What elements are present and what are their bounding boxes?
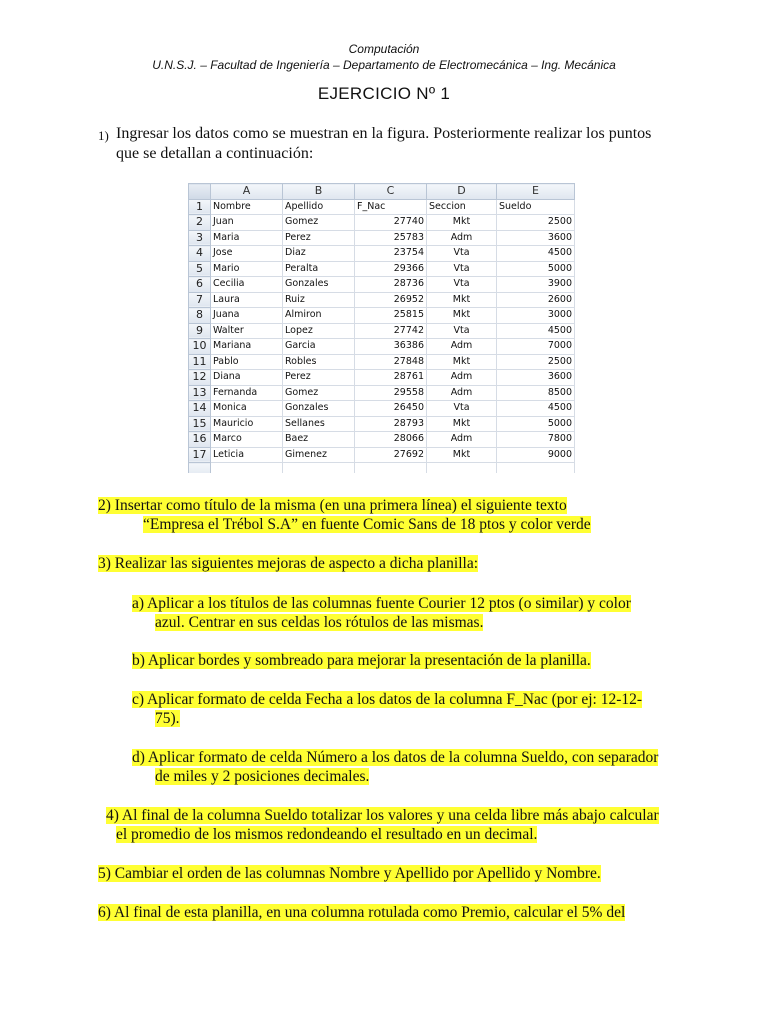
cell: 27740 <box>355 215 427 231</box>
cell: Sueldo <box>497 199 575 215</box>
item-c-line-1: c) Aplicar formato de celda Fecha a los datos de la columna F_Nac (por ej: 12-12- <box>132 691 643 708</box>
cell: Mkt <box>427 354 497 370</box>
item-6-text: 6) Al final de esta planilla, en una columna rotulada como Premio, calcular el 5% del <box>98 904 626 921</box>
cell: Lopez <box>283 323 355 339</box>
row-header: 3 <box>189 230 211 246</box>
cell: 2500 <box>497 354 575 370</box>
course-title: Computación <box>348 42 420 56</box>
cell: 27848 <box>355 354 427 370</box>
cell: 5000 <box>497 416 575 432</box>
table-row <box>189 308 575 324</box>
column-header-e: E <box>497 184 575 200</box>
item-a <box>132 594 631 613</box>
row-header: 11 <box>189 354 211 370</box>
cell: Mkt <box>427 447 497 463</box>
cell: Adm <box>427 385 497 401</box>
cell: 3900 <box>497 277 575 293</box>
cell <box>283 463 355 474</box>
cell: Fernanda <box>211 385 283 401</box>
table-row <box>189 416 575 432</box>
row-header: 16 <box>189 432 211 448</box>
cell: F_Nac <box>355 199 427 215</box>
cell: Mkt <box>427 416 497 432</box>
row-header: 8 <box>189 308 211 324</box>
item-4 <box>106 806 659 825</box>
column-header-b: B <box>283 184 355 200</box>
cell: Mkt <box>427 292 497 308</box>
cell: Diaz <box>283 246 355 262</box>
row-header: 2 <box>189 215 211 231</box>
item-5 <box>98 864 601 883</box>
cell: 7000 <box>497 339 575 355</box>
table-row <box>189 230 575 246</box>
cell: Gomez <box>283 215 355 231</box>
cell: Cecilia <box>211 277 283 293</box>
table-row <box>189 432 575 448</box>
spreadsheet-table <box>188 183 575 473</box>
cell <box>427 463 497 474</box>
row-header: 7 <box>189 292 211 308</box>
item-c-cont <box>155 709 180 728</box>
cell: 7800 <box>497 432 575 448</box>
row-header: 13 <box>189 385 211 401</box>
cell: 28761 <box>355 370 427 386</box>
exercise-title: EJERCICIO Nº 1 <box>317 84 451 103</box>
cell: Vta <box>427 261 497 277</box>
cell: 3600 <box>497 230 575 246</box>
item-b-text: b) Aplicar bordes y sombreado para mejorar la presentación de la planilla. <box>132 652 591 669</box>
item-2-line-2: “Empresa el Trébol S.A” en fuente Comic Sans de 18 ptos y color verde <box>143 516 591 533</box>
item-c <box>132 690 642 709</box>
item-d <box>132 748 658 767</box>
cell: 8500 <box>497 385 575 401</box>
cell: Leticia <box>211 447 283 463</box>
column-header-d: D <box>427 184 497 200</box>
cell <box>355 463 427 474</box>
table-row <box>189 385 575 401</box>
cell: Walter <box>211 323 283 339</box>
intro-line-1: Ingresar los datos como se muestran en la figura. Posteriormente realizar los puntos <box>116 125 652 142</box>
cell: Gimenez <box>283 447 355 463</box>
item-4-line-1: 4) Al final de la columna Sueldo totalizar los valores y una celda libre más abajo calcular <box>106 807 659 824</box>
cell: 36386 <box>355 339 427 355</box>
table-row <box>189 261 575 277</box>
cell: Robles <box>283 354 355 370</box>
table-row <box>189 323 575 339</box>
cell: 4500 <box>497 401 575 417</box>
intro-number: 1) <box>98 128 109 143</box>
cell: 29558 <box>355 385 427 401</box>
cell: Vta <box>427 323 497 339</box>
cell: Mario <box>211 261 283 277</box>
item-5-text: 5) Cambiar el orden de las columnas Nombre y Apellido por Apellido y Nombre. <box>98 865 601 882</box>
row-header: 17 <box>189 447 211 463</box>
cell: Vta <box>427 277 497 293</box>
table-row <box>189 215 575 231</box>
row-header: 5 <box>189 261 211 277</box>
cell: Almiron <box>283 308 355 324</box>
select-all-corner <box>189 184 211 200</box>
item-c-line-2: 75). <box>155 710 180 727</box>
cell: Mariana <box>211 339 283 355</box>
item-2 <box>98 496 567 515</box>
cell: Gonzales <box>283 401 355 417</box>
cell: Adm <box>427 339 497 355</box>
cell: 27742 <box>355 323 427 339</box>
cell: Mauricio <box>211 416 283 432</box>
cell: 9000 <box>497 447 575 463</box>
item-3 <box>98 554 478 573</box>
cell: Jose <box>211 246 283 262</box>
row-header: 15 <box>189 416 211 432</box>
intro-line-2: que se detallan a continuación: <box>116 145 314 162</box>
row-header: 12 <box>189 370 211 386</box>
cell: 26450 <box>355 401 427 417</box>
cell: Apellido <box>283 199 355 215</box>
row-header: 1 <box>189 199 211 215</box>
cell: Vta <box>427 246 497 262</box>
cell: Perez <box>283 230 355 246</box>
item-d-line-1: d) Aplicar formato de celda Número a los datos de la columna Sueldo, con separador <box>132 749 659 766</box>
cell: 4500 <box>497 246 575 262</box>
cell: Adm <box>427 370 497 386</box>
table-row <box>189 463 575 474</box>
faculty-line: U.N.S.J. – Facultad de Ingeniería – Departamento de Electromecánica – Ing. Mecánica <box>152 58 616 72</box>
cell: Mkt <box>427 215 497 231</box>
cell: Baez <box>283 432 355 448</box>
cell: Pablo <box>211 354 283 370</box>
cell: Marco <box>211 432 283 448</box>
cell: 27692 <box>355 447 427 463</box>
table-row <box>189 246 575 262</box>
table-row <box>189 277 575 293</box>
cell: Peralta <box>283 261 355 277</box>
spreadsheet-figure <box>188 183 578 473</box>
cell: 26952 <box>355 292 427 308</box>
cell: Adm <box>427 230 497 246</box>
item-6 <box>98 903 625 922</box>
cell: Juan <box>211 215 283 231</box>
cell: Laura <box>211 292 283 308</box>
cell: Gomez <box>283 385 355 401</box>
table-row <box>189 339 575 355</box>
cell: 2600 <box>497 292 575 308</box>
cell: 25815 <box>355 308 427 324</box>
item-a-line-1: a) Aplicar a los títulos de las columnas fuente Courier 12 ptos (o similar) y color <box>132 595 631 612</box>
cell: 23754 <box>355 246 427 262</box>
cell: Diana <box>211 370 283 386</box>
row-header: 9 <box>189 323 211 339</box>
cell: Juana <box>211 308 283 324</box>
cell: Vta <box>427 401 497 417</box>
cell: Sellanes <box>283 416 355 432</box>
cell: 29366 <box>355 261 427 277</box>
cell: Monica <box>211 401 283 417</box>
item-4-cont <box>116 825 537 844</box>
cell: Maria <box>211 230 283 246</box>
row-header: 4 <box>189 246 211 262</box>
column-header-row <box>189 184 575 200</box>
item-2-cont <box>143 515 591 534</box>
row-header: 14 <box>189 401 211 417</box>
cell: 28736 <box>355 277 427 293</box>
column-header-a: A <box>211 184 283 200</box>
cell: 3000 <box>497 308 575 324</box>
cell: Nombre <box>211 199 283 215</box>
cell: 28066 <box>355 432 427 448</box>
cell: 2500 <box>497 215 575 231</box>
item-d-line-2: de miles y 2 posiciones decimales. <box>155 768 370 785</box>
item-a-cont <box>155 613 483 632</box>
cell: Ruiz <box>283 292 355 308</box>
item-4-line-2: el promedio de los mismos redondeando el resultado en un decimal. <box>116 826 538 843</box>
table-row <box>189 447 575 463</box>
cell: 28793 <box>355 416 427 432</box>
cell: Mkt <box>427 308 497 324</box>
cell: 3600 <box>497 370 575 386</box>
cell <box>497 463 575 474</box>
cell <box>211 463 283 474</box>
cell: 4500 <box>497 323 575 339</box>
table-row <box>189 292 575 308</box>
cell: Perez <box>283 370 355 386</box>
cell: 25783 <box>355 230 427 246</box>
row-header: 6 <box>189 277 211 293</box>
item-b <box>132 651 591 670</box>
cell <box>189 463 211 474</box>
column-header-c: C <box>355 184 427 200</box>
cell: 5000 <box>497 261 575 277</box>
cell: Seccion <box>427 199 497 215</box>
table-row <box>189 199 575 215</box>
table-row <box>189 401 575 417</box>
cell: Garcia <box>283 339 355 355</box>
table-row <box>189 354 575 370</box>
cell: Gonzales <box>283 277 355 293</box>
table-row <box>189 370 575 386</box>
item-d-cont <box>155 767 369 786</box>
item-3-text: 3) Realizar las siguientes mejoras de aspecto a dicha planilla: <box>98 555 479 572</box>
item-a-line-2: azul. Centrar en sus celdas los rótulos de las mismas. <box>155 614 484 631</box>
item-2-line-1: 2) Insertar como título de la misma (en una primera línea) el siguiente texto <box>98 497 567 514</box>
row-header: 10 <box>189 339 211 355</box>
cell: Adm <box>427 432 497 448</box>
